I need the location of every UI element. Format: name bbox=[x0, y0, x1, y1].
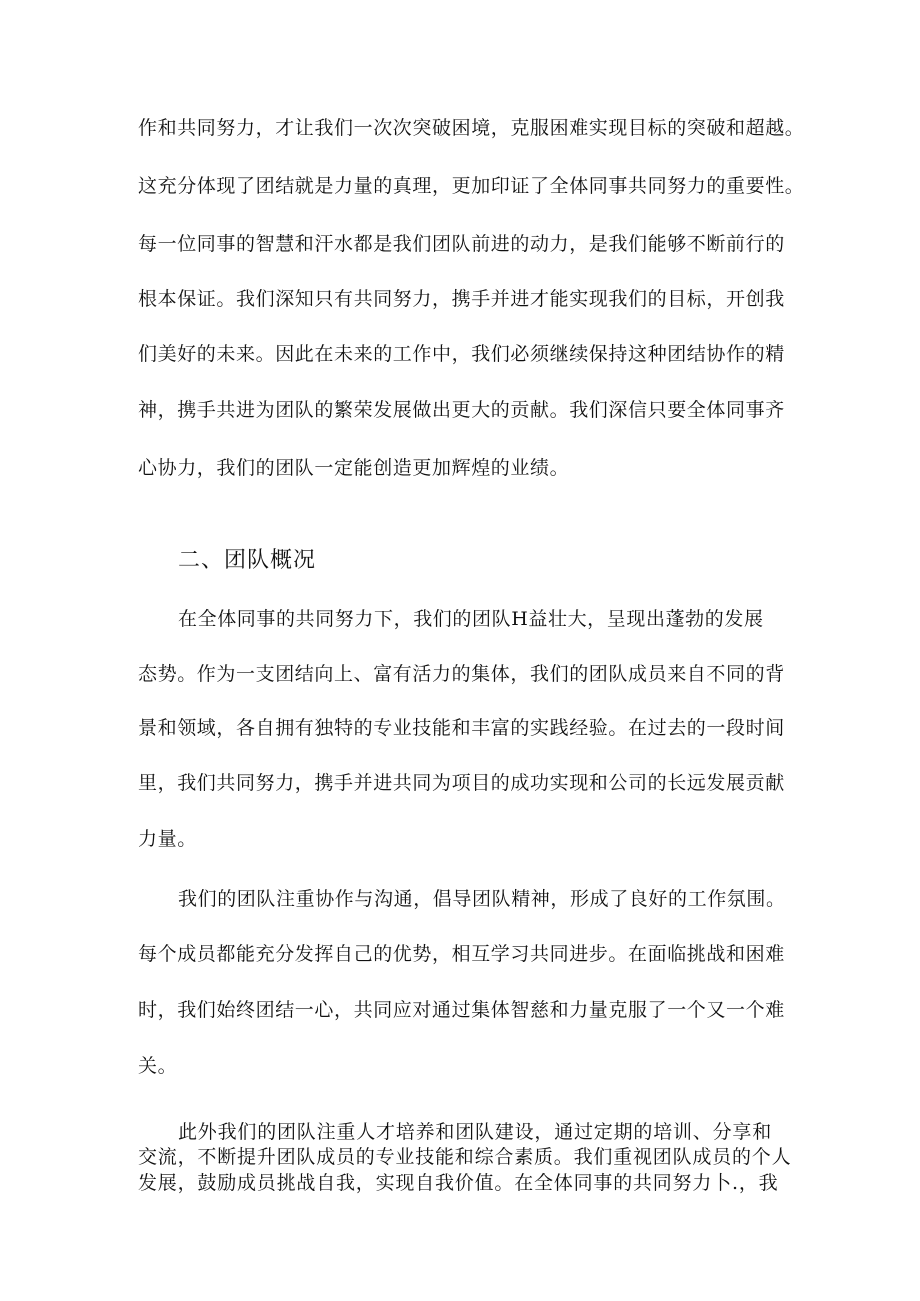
text-line: 此外我们的团队注重人才培养和团队建设，通过定期的培训、分享和 bbox=[178, 1121, 773, 1143]
text-line: 我们的团队注重协作与沟通，倡导团队精神，形成了良好的工作氛围。 bbox=[178, 888, 786, 910]
section-heading: 二、团队概况 bbox=[178, 548, 317, 573]
text-line: 心协力，我们的团队一定能创造更加辉煌的业绩。 bbox=[138, 457, 570, 479]
text-line: 态势。作为一支团结向上、富有活力的集体，我们的团队成员来自不同的背 bbox=[138, 663, 785, 685]
text-line: 力量。 bbox=[138, 828, 197, 850]
text-line: 每一位同事的智慧和汗水都是我们团队前进的动力，是我们能够不断前行的 bbox=[138, 233, 785, 255]
text-line: 神，携手共进为团队的繁荣发展做出更大的贡献。我们深信只要全体同事齐 bbox=[138, 399, 785, 421]
text-line: 每个成员都能充分发挥自己的优势，相互学习共同进步。在面临挑战和困难 bbox=[138, 943, 785, 965]
text-line: 关。 bbox=[138, 1055, 178, 1077]
text-line: 这充分体现了团结就是力量的真理，更加印证了全体同事共同努力的重要性。 bbox=[138, 175, 805, 197]
text-line: 发展，鼓励成员挑战自我，实现自我价值。在全体同事的共同努力卜.，我 bbox=[138, 1172, 779, 1194]
text-line: 里，我们共同努力，携手并进共同为项目的成功实现和公司的长远发展贡献 bbox=[138, 772, 785, 794]
text-line: 们美好的未来。因此在未来的工作中，我们必须继续保持这种团结协作的精 bbox=[138, 343, 785, 365]
text-line: 景和领域，各自拥有独特的专业技能和丰富的实践经验。在过去的一段时间 bbox=[138, 717, 785, 739]
text-line: 根本保证。我们深知只有共同努力，携手并进才能实现我们的目标，开创我 bbox=[138, 288, 785, 310]
text-line: 时，我们始终团结一心，共同应对通过集体智慈和力量克服了一个又一个难 bbox=[138, 999, 785, 1021]
text-line: 作和共同努力，才让我们一次次突破困境，克服困难实现目标的突破和超越。 bbox=[138, 117, 805, 139]
text-line: 在全体同事的共同努力下，我们的团队H益壮大，呈现出蓬勃的发展 bbox=[178, 608, 764, 630]
text-line: 交流，不断提升团队成员的专业技能和综合素质。我们重视团队成员的个人 bbox=[138, 1146, 792, 1168]
